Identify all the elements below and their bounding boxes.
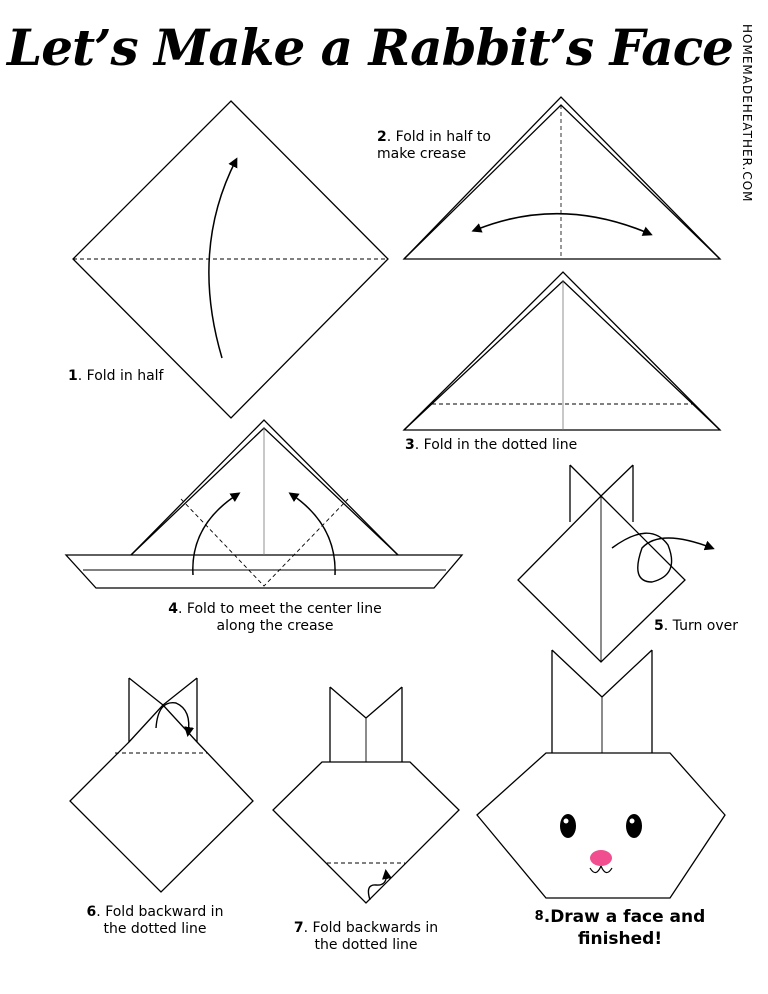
step3-figure bbox=[404, 272, 720, 430]
step8-label: $^8$.Draw a face and finished! bbox=[534, 907, 706, 949]
step6-figure bbox=[70, 678, 253, 892]
step8-face-shape bbox=[477, 753, 725, 898]
step2-crease-arrow bbox=[478, 214, 650, 234]
step2-figure bbox=[404, 97, 720, 259]
step6-paper-shape bbox=[70, 705, 253, 892]
step7-label: 7. Fold backwards in the dotted line bbox=[293, 920, 439, 953]
step8-left-ear bbox=[552, 650, 602, 753]
website-credit: HOMEMADEHEATHER.COM bbox=[740, 24, 754, 203]
step4-label: 4. Fold to meet the center line along the crease bbox=[168, 601, 382, 634]
step5-right-ear bbox=[601, 465, 633, 522]
step2-paper-triangle bbox=[404, 97, 720, 259]
step7-right-ear bbox=[366, 687, 402, 762]
step5-left-ear bbox=[570, 465, 601, 522]
rabbit-right-eye bbox=[626, 814, 642, 838]
step4-back-layer bbox=[131, 428, 398, 555]
step3-paper-triangle bbox=[404, 272, 720, 430]
step7-paper-shape bbox=[273, 762, 459, 903]
page-title: Let’s Make a Rabbit’s Face bbox=[7, 18, 733, 77]
step8-mouth bbox=[590, 866, 612, 873]
step2-label: 2. Fold in half to make crease bbox=[377, 129, 491, 162]
step5-label: 5. Turn over bbox=[654, 618, 739, 634]
step3-label: 3. Fold in the dotted line bbox=[405, 437, 578, 453]
step4-paper-shape bbox=[66, 555, 462, 588]
step6-label: 6. Fold backward in the dotted line bbox=[86, 904, 224, 937]
step8-right-ear bbox=[602, 650, 652, 753]
step1-label: 1. Fold in half bbox=[68, 368, 164, 384]
step4-top-triangle bbox=[131, 420, 398, 555]
step7-figure bbox=[273, 687, 459, 903]
rabbit-nose bbox=[590, 850, 612, 866]
rabbit-left-eye bbox=[560, 814, 576, 838]
step7-left-ear bbox=[330, 687, 366, 762]
step4-figure bbox=[66, 420, 462, 588]
rabbit-face-details bbox=[560, 814, 642, 866]
step3-back-layer bbox=[404, 281, 720, 430]
step4-dotted-fold-lines bbox=[181, 499, 348, 586]
step4-right-arrow bbox=[291, 494, 335, 575]
